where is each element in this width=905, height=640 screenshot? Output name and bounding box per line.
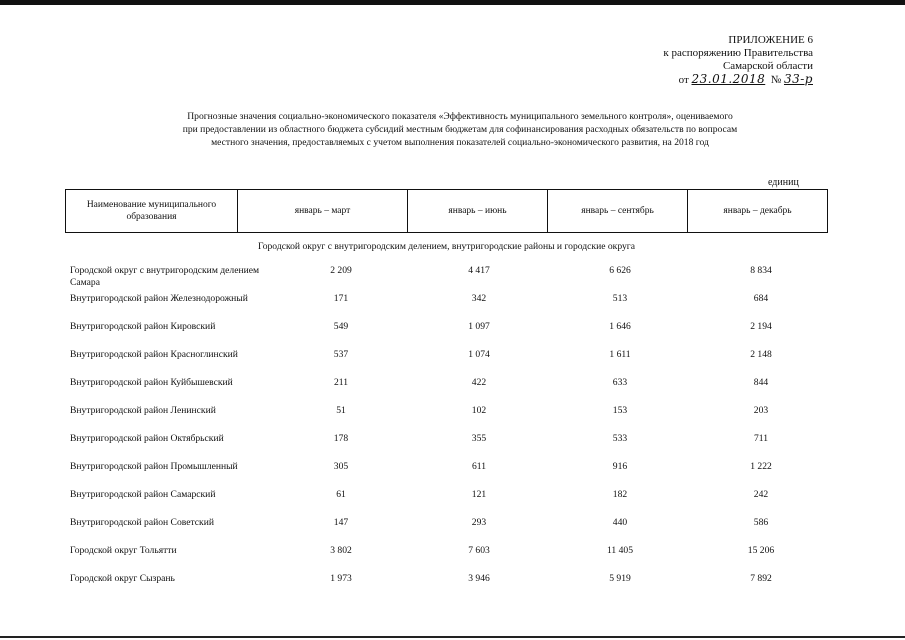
- value-q4: 15 206: [747, 545, 775, 556]
- data-table: [65, 189, 828, 233]
- row-name: Городской округ с внутригородским делением Самара: [70, 265, 260, 288]
- section-heading: Городской округ с внутригородским делением, внутригородские районы и городские округа: [258, 241, 635, 252]
- value-q4: 1 222: [750, 461, 772, 472]
- table-row: [70, 488, 830, 516]
- value-q3: 5 919: [609, 573, 631, 584]
- value-q1: 537: [333, 349, 349, 360]
- value-q3: 1 611: [609, 349, 631, 360]
- value-q1: 211: [333, 377, 349, 388]
- appendix-block: [663, 34, 813, 87]
- value-q3: 633: [612, 377, 628, 388]
- value-q2: 293: [471, 517, 487, 528]
- table-row: [70, 432, 830, 460]
- table-row: [70, 264, 830, 292]
- value-q3: 1 646: [609, 321, 631, 332]
- value-q2: 342: [471, 293, 487, 304]
- bottom-border-rule: [0, 636, 905, 638]
- order-date: 23.01.2018: [691, 72, 766, 86]
- value-q2: 7 603: [468, 545, 490, 556]
- value-q2: 121: [471, 489, 487, 500]
- table-row: [70, 376, 830, 404]
- order-number: 33-р: [783, 72, 813, 86]
- value-q4: 684: [753, 293, 769, 304]
- row-name: Внутригородской район Кировский: [70, 321, 216, 332]
- table-header: [65, 189, 828, 233]
- value-q1: 61: [336, 489, 346, 500]
- row-name: Внутригородской район Самарский: [70, 489, 216, 500]
- header-q2: январь – июнь: [408, 190, 548, 232]
- value-q4: 2 148: [750, 349, 772, 360]
- order-date-number: [663, 73, 813, 87]
- value-q1: 178: [333, 433, 349, 444]
- table-row: [70, 292, 830, 320]
- value-q4: 8 834: [750, 265, 772, 276]
- table-row: [70, 572, 830, 600]
- document-title: [100, 110, 820, 149]
- table-row: [70, 320, 830, 348]
- value-q4: 242: [753, 489, 769, 500]
- unit-label: единиц: [768, 177, 799, 188]
- value-q3: 513: [612, 293, 628, 304]
- value-q3: 11 405: [606, 545, 634, 556]
- value-q4: 2 194: [750, 321, 772, 332]
- top-border-rule: [0, 0, 905, 5]
- date-prefix: от: [678, 74, 689, 86]
- title-line: местного значения, предоставляемых с учетом выполнения показателей социально-экономического развития, на 2018 год: [211, 137, 709, 148]
- value-q1: 171: [333, 293, 349, 304]
- row-name: Городской округ Сызрань: [70, 573, 175, 584]
- row-name: Внутригородской район Красноглинский: [70, 349, 238, 360]
- appendix-line-1: к распоряжению Правительства: [663, 47, 813, 59]
- value-q2: 1 074: [468, 349, 490, 360]
- row-name: Внутригородской район Железнодорожный: [70, 293, 248, 304]
- value-q1: 549: [333, 321, 349, 332]
- header-name: Наименование муниципального образования: [66, 190, 238, 232]
- value-q3: 6 626: [609, 265, 631, 276]
- value-q1: 147: [333, 517, 349, 528]
- table-row: [70, 544, 830, 572]
- value-q4: 203: [753, 405, 769, 416]
- value-q1: 51: [336, 405, 346, 416]
- value-q1: 1 973: [330, 573, 352, 584]
- header-q4: январь – декабрь: [723, 206, 792, 216]
- value-q4: 586: [753, 517, 769, 528]
- table-row: [70, 516, 830, 544]
- row-name: Внутригородской район Куйбышевский: [70, 377, 233, 388]
- row-name: Внутригородской район Советский: [70, 517, 214, 528]
- value-q2: 355: [471, 433, 487, 444]
- value-q2: 102: [471, 405, 487, 416]
- value-q2: 4 417: [468, 265, 490, 276]
- value-q1: 2 209: [330, 265, 352, 276]
- value-q4: 7 892: [750, 573, 772, 584]
- value-q1: 305: [333, 461, 349, 472]
- value-q4: 711: [753, 433, 769, 444]
- value-q1: 3 802: [330, 545, 352, 556]
- value-q3: 440: [612, 517, 628, 528]
- value-q3: 916: [612, 461, 628, 472]
- table-row: [70, 348, 830, 376]
- title-line: Прогнозные значения социально-экономического показателя «Эффективность муниципального земельного контроля», оцениваемого: [187, 111, 733, 122]
- header-q1: январь – март: [238, 190, 408, 232]
- appendix-line-2: Самарской области: [722, 60, 813, 72]
- table-row: [70, 404, 830, 432]
- title-line: при предоставлении из областного бюджета субсидий местным бюджетам для софинансирования расходных обязательств по вопросам: [182, 124, 738, 135]
- row-name: Внутригородской район Октябрьский: [70, 433, 224, 444]
- value-q2: 1 097: [468, 321, 490, 332]
- row-name: Городской округ Тольятти: [70, 545, 177, 556]
- value-q2: 422: [471, 377, 487, 388]
- table-body: [70, 264, 830, 600]
- table-row: [70, 460, 830, 488]
- value-q2: 611: [471, 461, 487, 472]
- header-q3: январь – сентябрь: [548, 190, 688, 232]
- row-name: Внутригородской район Ленинский: [70, 405, 216, 416]
- value-q3: 533: [612, 433, 628, 444]
- value-q3: 182: [612, 489, 628, 500]
- number-prefix: №: [770, 74, 782, 86]
- value-q2: 3 946: [468, 573, 490, 584]
- value-q3: 153: [612, 405, 628, 416]
- value-q4: 844: [753, 377, 769, 388]
- appendix-title: ПРИЛОЖЕНИЕ 6: [728, 34, 813, 46]
- row-name: Внутригородской район Промышленный: [70, 461, 238, 472]
